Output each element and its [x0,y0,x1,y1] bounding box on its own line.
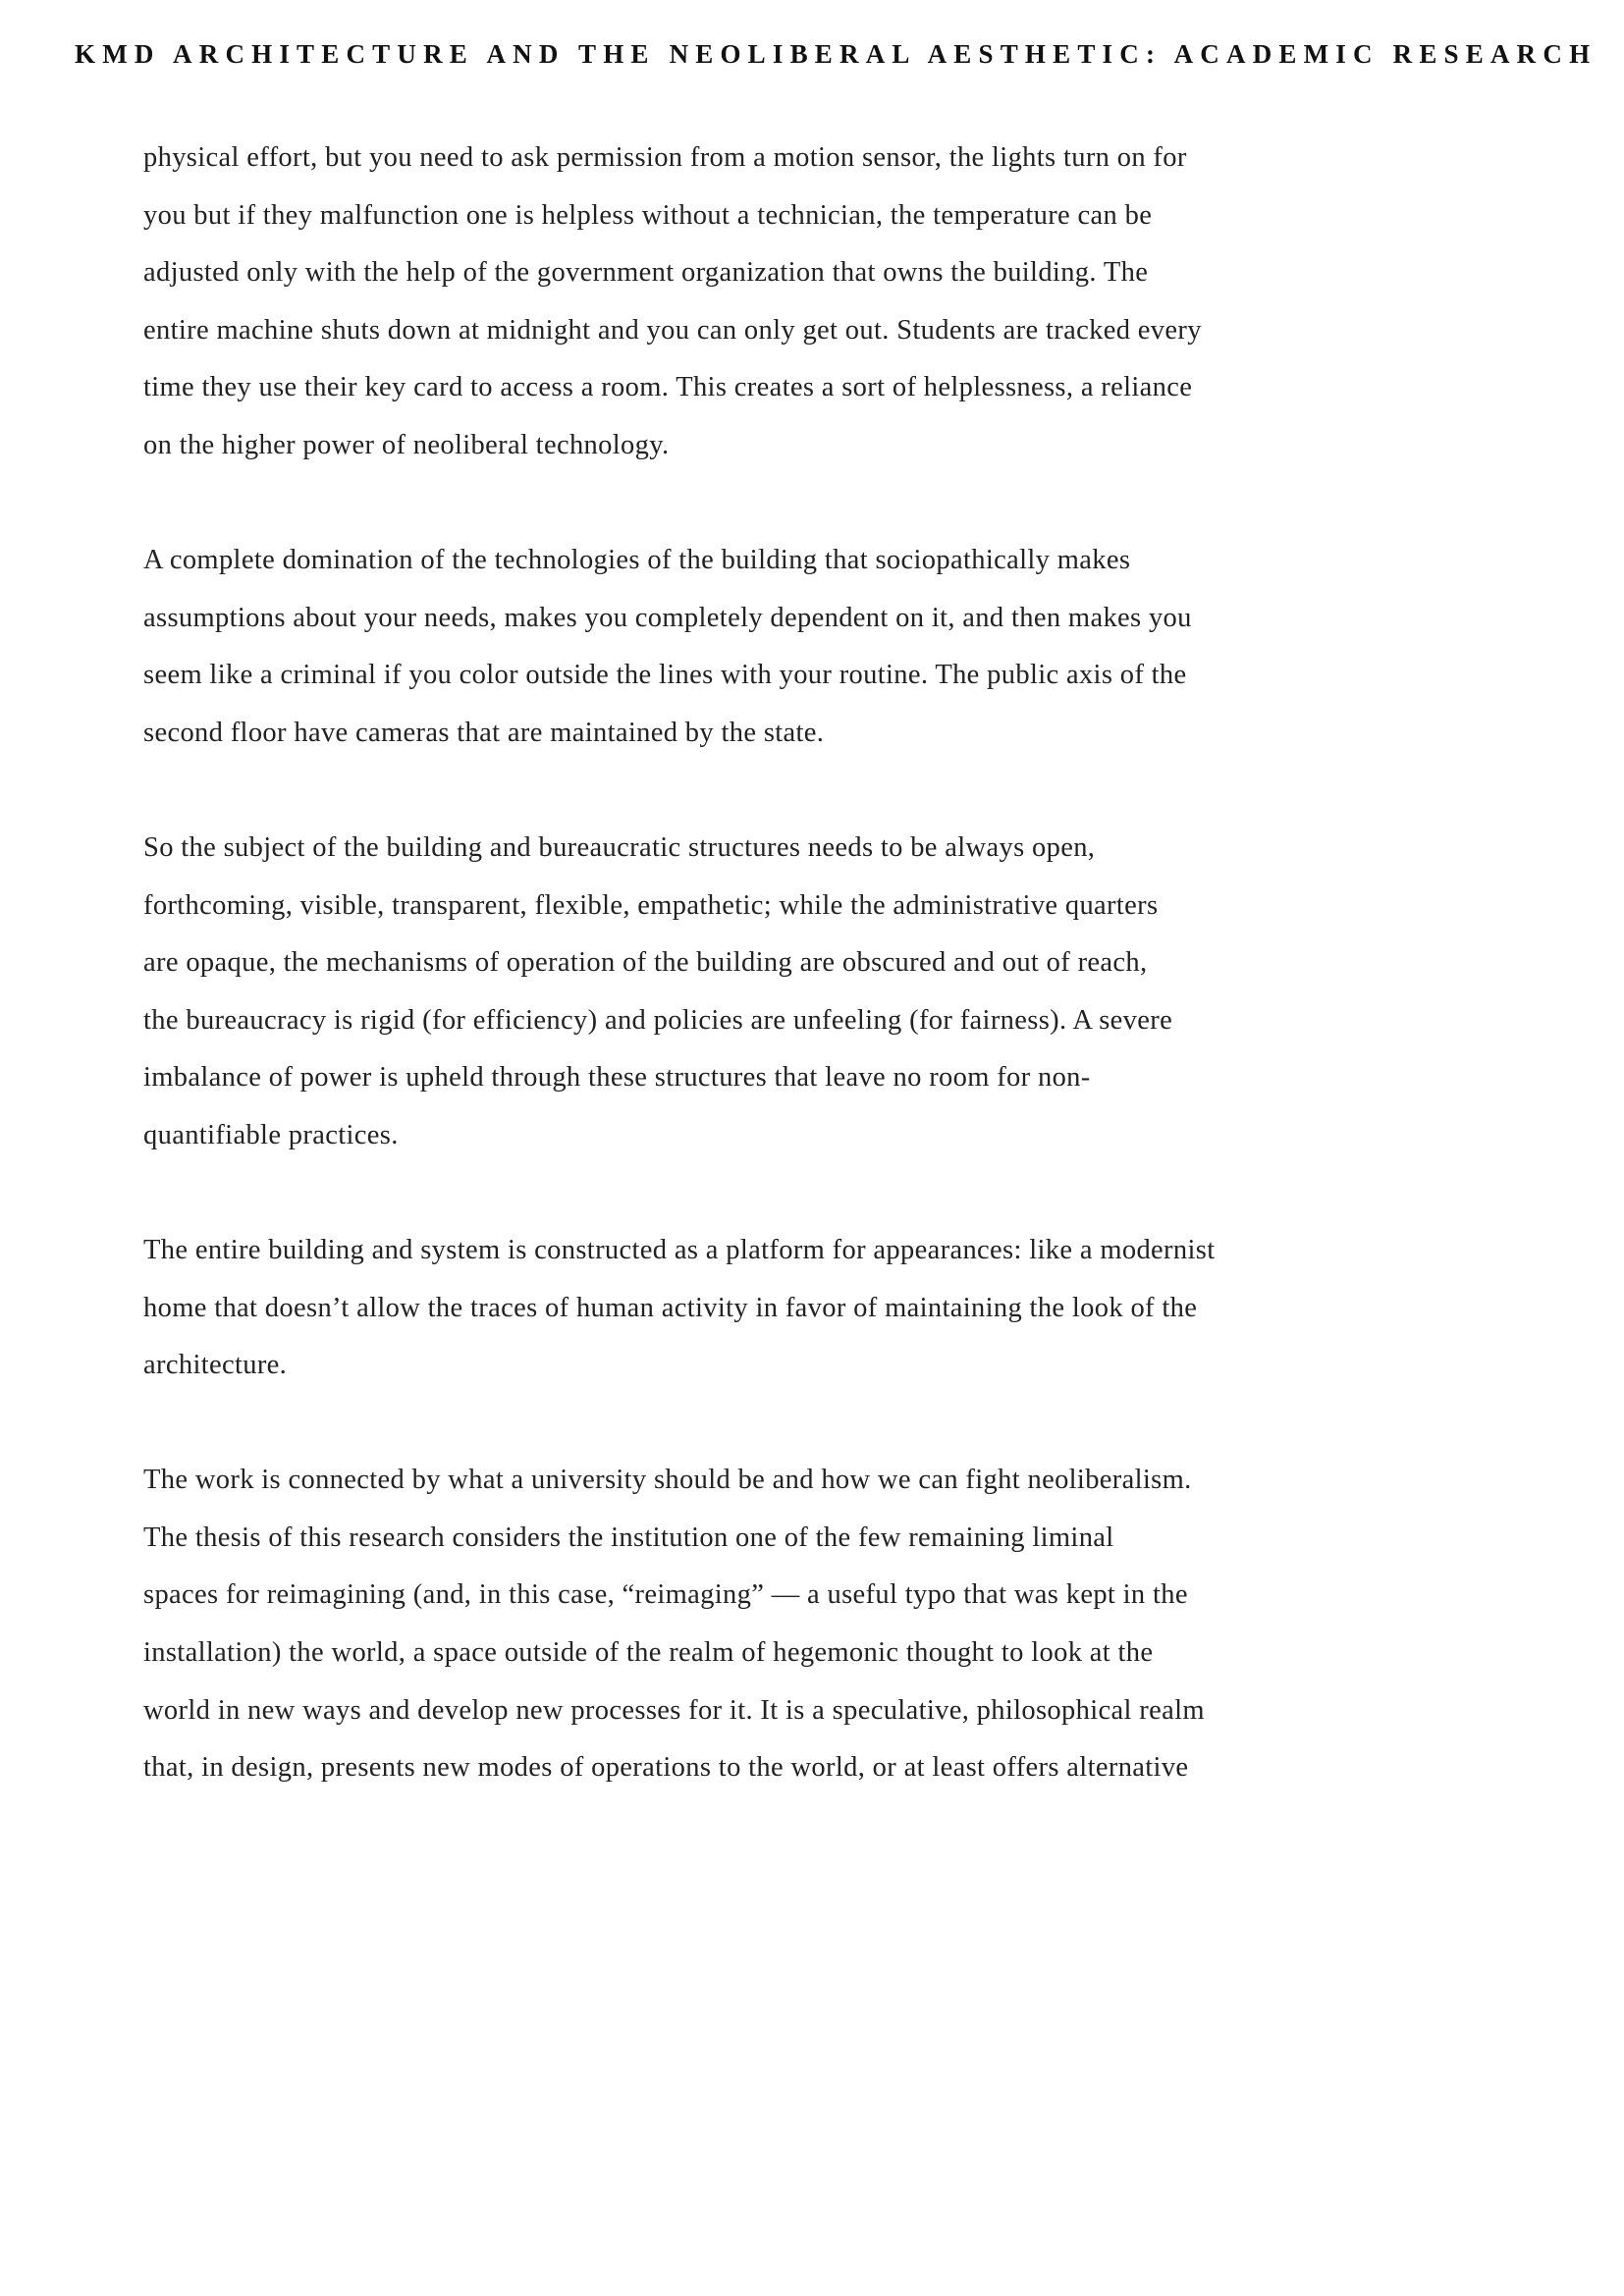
text-line: The thesis of this research considers the institution one of the few remaining liminal [143,1522,1114,1553]
text-line: seem like a criminal if you color outside the lines with your routine. The public axis of the [143,660,1187,691]
text-line: world in new ways and develop new processes for it. It is a speculative, philosophical realm [143,1694,1205,1726]
text-line: time they use their key card to access a room. This creates a sort of helplessness, a reliance [143,372,1193,403]
paragraph-3 [143,820,1371,1165]
text-line: adjusted only with the help of the government organization that owns the building. The [143,257,1149,289]
text-line: you but if they malfunction one is helpless without a technician, the temperature can be [143,199,1153,231]
text-line: quantifiable practices. [143,1119,399,1150]
text-line: that, in design, presents new modes of operations to the world, or at least offers alternative [143,1752,1189,1784]
text-line: second floor have cameras that are maintained by the state. [143,717,825,748]
body-text [143,130,1371,1854]
text-line: on the higher power of neoliberal technology. [143,429,670,460]
text-line: A complete domination of the technologies of the building that sociopathically makes [143,545,1131,576]
text-line: installation) the world, a space outside of the realm of hegemonic thought to look at the [143,1637,1154,1669]
text-line: physical effort, but you need to ask permission from a motion sensor, the lights turn on for [143,142,1187,173]
text-line: entire machine shuts down at midnight and you can only get out. Students are tracked every [143,314,1202,346]
text-line: assumptions about your needs, makes you completely dependent on it, and then makes you [143,602,1192,633]
text-line: forthcoming, visible, transparent, flexible, empathetic; while the administrative quarters [143,889,1159,921]
text-line: So the subject of the building and bureaucratic structures needs to be always open, [143,831,1096,863]
text-line: The work is connected by what a university should be and how we can fight neoliberalism. [143,1465,1192,1496]
text-line: spaces for reimagining (and, in this case, “reimaging” — a useful typo that was kept in the [143,1579,1188,1611]
running-header: KMD ARCHITECTURE AND THE NEOLIBERAL AESTHETIC: ACADEMIC RESEARCH [75,39,1597,69]
text-line: home that doesn’t allow the traces of human activity in favor of maintaining the look of the [143,1292,1198,1323]
text-line: The entire building and system is constructed as a platform for appearances: like a modernist [143,1235,1216,1265]
paragraph-5 [143,1452,1371,1797]
paragraph-1 [143,130,1371,475]
paragraph-2 [143,532,1371,762]
paragraph-4 [143,1222,1371,1395]
text-line: architecture. [143,1350,288,1381]
text-line: imbalance of power is upheld through these structures that leave no room for non- [143,1062,1091,1094]
text-line: the bureaucracy is rigid (for efficiency) and policies are unfeeling (for fairness). A severe [143,1004,1173,1036]
text-line: are opaque, the mechanisms of operation of the building are obscured and out of reach, [143,947,1148,979]
